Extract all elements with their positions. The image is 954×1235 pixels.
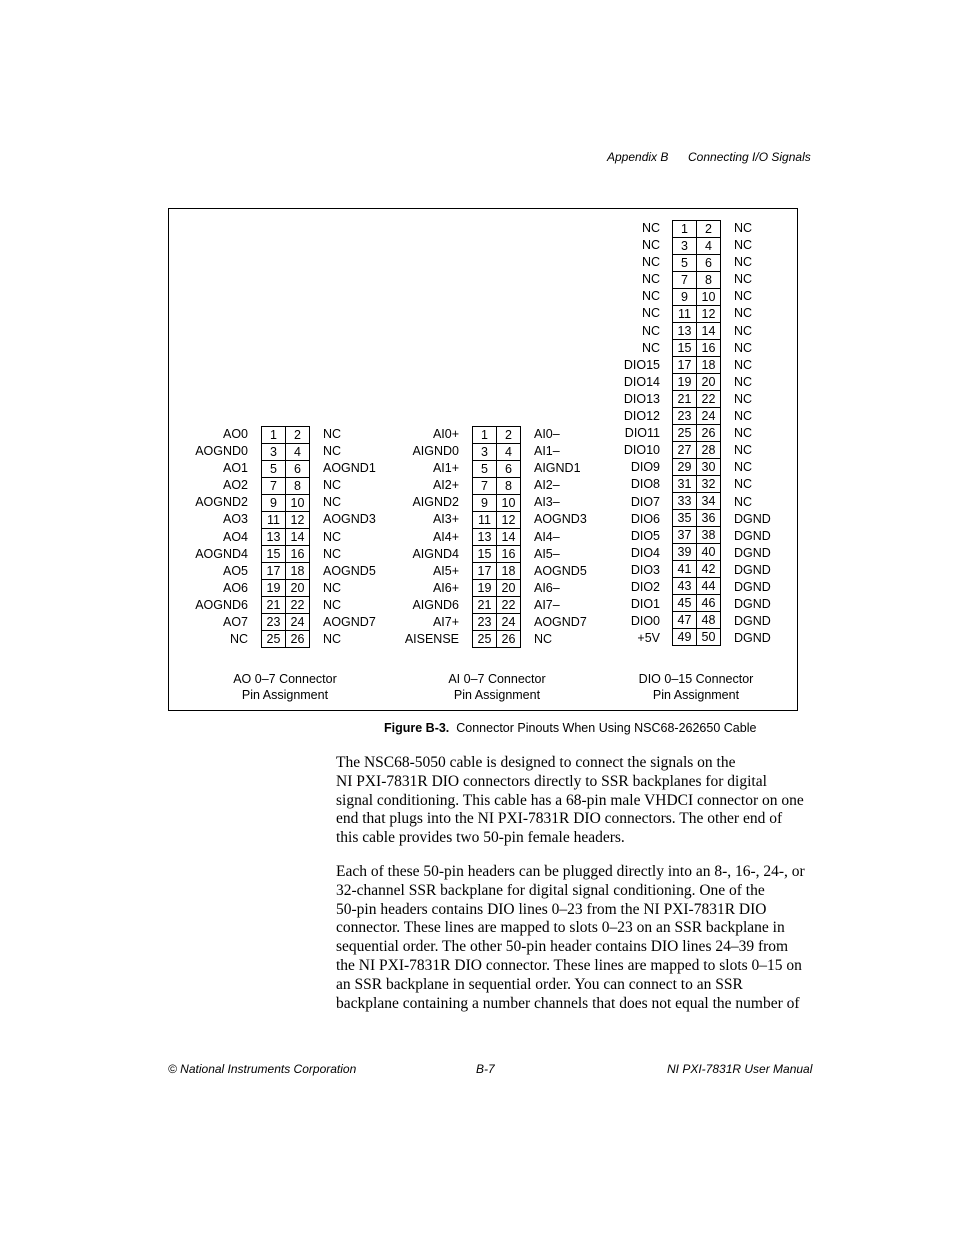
dio-pin-number: 3 <box>673 238 697 255</box>
dio-pin-row <box>673 612 721 629</box>
ao-pin-number: 20 <box>286 580 310 597</box>
dio-pin-number: 37 <box>673 527 697 544</box>
dio-caption-line2: Pin Assignment <box>652 688 740 702</box>
ao-pin-label-left: AO7 <box>222 615 248 630</box>
dio-pin-row <box>673 561 721 578</box>
dio-pin-number: 39 <box>673 544 697 561</box>
ao-pin-row <box>262 529 310 546</box>
ai-pin-label-left: AI1+ <box>432 461 459 476</box>
ai-pin-number: 4 <box>497 444 521 461</box>
ai-pin-label-right: AI4– <box>534 529 560 544</box>
footer-page-number: B-7 <box>476 1062 495 1076</box>
ao-pin-number: 10 <box>286 495 310 512</box>
dio-pin-row <box>673 425 721 442</box>
ao-caption-line1: AO 0–7 Connector <box>233 672 337 686</box>
dio-pin-number: 40 <box>697 544 721 561</box>
dio-pin-row <box>673 408 721 425</box>
ai-pin-label-left: AI6+ <box>432 580 459 595</box>
dio-pin-row <box>673 510 721 527</box>
ai-pin-label-right: AI2– <box>534 478 560 493</box>
dio-pin-number: 47 <box>673 612 697 629</box>
dio-pin-label-right: NC <box>734 238 753 253</box>
ai-pin-label-left: AI4+ <box>432 529 459 544</box>
dio-pin-label-left: DIO14 <box>623 374 660 389</box>
ai-pin-label-left: AI5+ <box>432 563 459 578</box>
ao-pin-number: 25 <box>262 631 286 648</box>
figure-caption-text: Connector Pinouts When Using NSC68-262650 Cable <box>456 721 757 735</box>
paragraph-line: connector. These lines are mapped to slots 0–23 on an SSR backplane in <box>336 919 785 937</box>
dio-pin-label-right: NC <box>734 443 753 458</box>
dio-connector-caption <box>596 671 796 703</box>
ai-pin-number: 16 <box>497 546 521 563</box>
figure-caption <box>384 721 756 735</box>
ai-pin-label-right: AI7– <box>534 597 560 612</box>
dio-pin-row <box>673 272 721 289</box>
dio-pin-number: 18 <box>697 357 721 374</box>
paragraph-line: The NSC68-5050 cable is designed to connect the signals on the <box>336 754 736 771</box>
ao-pin-number: 16 <box>286 546 310 563</box>
ao-pin-row <box>262 461 310 478</box>
dio-pin-row <box>673 221 721 238</box>
ai-pin-label-left: AIGND0 <box>412 444 459 459</box>
dio-pin-number: 15 <box>673 340 697 357</box>
dio-pin-label-right: NC <box>734 221 753 235</box>
ao-pin-number: 24 <box>286 614 310 631</box>
ao-pin-row <box>262 478 310 495</box>
ai-pin-label-right: AI0– <box>534 427 560 441</box>
dio-pin-number: 1 <box>673 221 697 238</box>
dio-pin-number: 45 <box>673 595 697 612</box>
ao-pin-number: 22 <box>286 597 310 614</box>
ai-pin-label-left: AISENSE <box>404 632 459 647</box>
dio-pin-row <box>673 578 721 595</box>
dio-pin-label-left: DIO5 <box>630 528 660 543</box>
footer-copyright: © National Instruments Corporation <box>168 1062 357 1076</box>
dio-pin-label-right: NC <box>734 272 753 287</box>
ao-pin-label-left: AOGND4 <box>195 546 248 561</box>
paragraph-line: backplane containing a number channels that does not equal the number of <box>336 994 800 1012</box>
ai-pin-number: 17 <box>473 563 497 580</box>
ai-pin-number: 7 <box>473 478 497 495</box>
footer-manual-title: NI PXI-7831R User Manual <box>667 1062 813 1076</box>
dio-pin-label-left: DIO2 <box>630 579 660 594</box>
ao-pin-number: 26 <box>286 631 310 648</box>
dio-caption-line1: DIO 0–15 Connector <box>638 672 754 686</box>
ai-pin-row <box>473 478 521 495</box>
dio-pin-number: 43 <box>673 578 697 595</box>
ao-pin-row <box>262 512 310 529</box>
dio-pin-label-right: NC <box>734 391 753 406</box>
dio-pin-number: 16 <box>697 340 721 357</box>
ai-pin-number: 13 <box>473 529 497 546</box>
ao-connector-caption <box>185 671 385 703</box>
ao-pin-label-right: AOGND1 <box>323 461 376 476</box>
ao-pin-number: 23 <box>262 614 286 631</box>
ao-pin-label-right: AOGND3 <box>323 512 376 527</box>
dio-pin-number: 25 <box>673 425 697 442</box>
ai-pin-number: 6 <box>497 461 521 478</box>
ai-pin-row <box>473 580 521 597</box>
dio-pin-label-left: DIO15 <box>623 357 660 372</box>
ao-pin-number: 1 <box>262 427 286 444</box>
paragraph-line: an SSR backplane in sequential order. You can connect to an SSR <box>336 975 743 993</box>
ao-pin-row <box>262 546 310 563</box>
dio-pin-label-left: +5V <box>637 631 660 646</box>
ai-pin-number: 21 <box>473 597 497 614</box>
dio-pin-number: 42 <box>697 561 721 578</box>
ao-pin-number: 7 <box>262 478 286 495</box>
dio-right-labels <box>734 220 771 647</box>
ao-right-labels <box>323 426 376 648</box>
ai-pin-number: 20 <box>497 580 521 597</box>
ao-pin-label-left: AO2 <box>222 478 248 493</box>
dio-pin-row <box>673 459 721 476</box>
ai-pin-number: 3 <box>473 444 497 461</box>
dio-pin-number: 34 <box>697 493 721 510</box>
dio-pin-number: 4 <box>697 238 721 255</box>
dio-pin-label-right: DGND <box>734 528 771 543</box>
dio-pin-label-right: NC <box>734 409 753 424</box>
ai-pin-row <box>473 427 521 444</box>
ai-pin-row <box>473 512 521 529</box>
ai-pin-label-right: AOGND5 <box>534 563 587 578</box>
ai-pin-label-left: AI3+ <box>432 512 459 527</box>
dio-pin-row <box>673 493 721 510</box>
dio-pin-number: 13 <box>673 323 697 340</box>
paragraph-line: 32-channel SSR backplane for digital signal conditioning. One of the <box>336 881 765 899</box>
dio-pin-row <box>673 442 721 459</box>
ai-pin-row <box>473 546 521 563</box>
ao-left-labels <box>195 426 248 648</box>
header-section: Appendix B <box>607 150 669 164</box>
dio-pin-label-left: DIO6 <box>630 511 660 526</box>
dio-pin-label-right: NC <box>734 255 753 270</box>
dio-pin-number: 30 <box>697 459 721 476</box>
ao-pin-number: 15 <box>262 546 286 563</box>
ai-caption-line1: AI 0–7 Connector <box>448 672 546 686</box>
ao-pin-label-left: AOGND6 <box>195 597 248 612</box>
dio-pin-row <box>673 255 721 272</box>
dio-pin-label-right: DGND <box>734 631 771 646</box>
ao-pin-number: 9 <box>262 495 286 512</box>
ai-pin-label-left: AI7+ <box>432 615 459 630</box>
dio-pin-row <box>673 476 721 493</box>
ao-pin-number: 3 <box>262 444 286 461</box>
ai-pin-number: 23 <box>473 614 497 631</box>
ao-pin-label-left: AO0 <box>222 427 248 441</box>
dio-pin-row <box>673 374 721 391</box>
dio-pin-label-left: NC <box>641 340 660 355</box>
ai-pin-row <box>473 529 521 546</box>
dio-pin-label-right: DGND <box>734 545 771 560</box>
ao-pin-label-right: NC <box>323 529 342 544</box>
ai-pin-row <box>473 597 521 614</box>
ai-pin-number: 18 <box>497 563 521 580</box>
dio-pin-label-right: NC <box>734 340 753 355</box>
ao-pin-number: 18 <box>286 563 310 580</box>
dio-pin-number: 8 <box>697 272 721 289</box>
dio-pin-number: 26 <box>697 425 721 442</box>
dio-pin-row <box>673 629 721 646</box>
body-paragraph-1 <box>336 754 806 848</box>
dio-pin-number: 28 <box>697 442 721 459</box>
dio-pin-number: 48 <box>697 612 721 629</box>
dio-pin-row <box>673 391 721 408</box>
dio-pin-label-left: NC <box>641 238 660 253</box>
ai-pin-number: 19 <box>473 580 497 597</box>
paragraph-line: NI PXI-7831R DIO connectors directly to SSR backplanes for digital <box>336 772 767 790</box>
dio-pin-label-left: DIO7 <box>630 494 660 509</box>
dio-pin-label-left: NC <box>641 289 660 304</box>
header-title: Connecting I/O Signals <box>688 150 811 164</box>
dio-pin-number: 5 <box>673 255 697 272</box>
ao-pin-row <box>262 631 310 648</box>
dio-pin-number: 38 <box>697 527 721 544</box>
ai-connector-caption <box>397 671 597 703</box>
dio-pin-label-left: DIO4 <box>630 545 660 560</box>
ai-pin-label-right: AOGND7 <box>534 615 587 630</box>
dio-pin-label-right: NC <box>734 426 753 441</box>
ao-pin-label-right: NC <box>323 632 342 647</box>
ai-pin-number: 8 <box>497 478 521 495</box>
ai-pin-number: 10 <box>497 495 521 512</box>
ai-pin-label-left: AI2+ <box>432 478 459 493</box>
ai-pin-number: 24 <box>497 614 521 631</box>
dio-pin-label-right: DGND <box>734 511 771 526</box>
ao-pin-label-right: NC <box>323 546 342 561</box>
ao-pin-row <box>262 495 310 512</box>
paragraph-line: end that plugs into the NI PXI-7831R DIO connectors. The other end of <box>336 810 783 828</box>
dio-pin-row <box>673 306 721 323</box>
paragraph-line: the NI PXI-7831R DIO connector. These lines are mapped to slots 0–15 on <box>336 956 802 974</box>
ao-pin-label-left: AO3 <box>222 512 248 527</box>
dio-pin-label-left: DIO10 <box>623 443 660 458</box>
dio-pin-label-right: NC <box>734 460 753 475</box>
dio-pin-row <box>673 595 721 612</box>
ao-pin-label-right: NC <box>323 444 342 459</box>
ao-pin-number: 14 <box>286 529 310 546</box>
dio-pin-label-right: NC <box>734 477 753 492</box>
ai-pin-label-right: AI3– <box>534 495 560 510</box>
ai-pin-number: 5 <box>473 461 497 478</box>
ao-pin-table <box>261 426 310 648</box>
ai-pin-number: 26 <box>497 631 521 648</box>
dio-pin-row <box>673 289 721 306</box>
dio-pin-row <box>673 527 721 544</box>
ao-pin-label-right: NC <box>323 427 342 441</box>
dio-pin-label-left: DIO8 <box>630 477 660 492</box>
ao-pin-label-right: NC <box>323 597 342 612</box>
ao-pin-number: 6 <box>286 461 310 478</box>
ao-pin-number: 4 <box>286 444 310 461</box>
dio-pin-label-right: NC <box>734 289 753 304</box>
ai-pin-number: 9 <box>473 495 497 512</box>
dio-pin-label-left: DIO13 <box>623 391 660 406</box>
dio-pin-number: 11 <box>673 306 697 323</box>
dio-pin-label-right: DGND <box>734 597 771 612</box>
dio-pin-row <box>673 340 721 357</box>
dio-pin-number: 9 <box>673 289 697 306</box>
ao-pin-label-left: AO6 <box>222 580 248 595</box>
paragraph-line: 50-pin headers contains DIO lines 0–23 from the NI PXI-7831R DIO <box>336 900 767 918</box>
ai-pin-row <box>473 614 521 631</box>
ai-pin-number: 22 <box>497 597 521 614</box>
ai-pin-label-right: AI5– <box>534 546 560 561</box>
dio-pin-label-left: DIO11 <box>624 426 660 441</box>
dio-pin-number: 12 <box>697 306 721 323</box>
dio-pin-row <box>673 238 721 255</box>
ao-pin-label-left: AOGND0 <box>195 444 248 459</box>
dio-pin-label-left: DIO0 <box>630 614 660 629</box>
dio-pin-label-right: DGND <box>734 562 771 577</box>
dio-pin-number: 23 <box>673 408 697 425</box>
ao-pin-number: 5 <box>262 461 286 478</box>
ai-pin-label-right: AI1– <box>534 444 560 459</box>
dio-pin-number: 36 <box>697 510 721 527</box>
dio-left-labels <box>624 220 660 647</box>
ao-pin-row <box>262 427 310 444</box>
ai-pin-number: 25 <box>473 631 497 648</box>
ai-pin-number: 1 <box>473 427 497 444</box>
ai-pin-label-right: AOGND3 <box>534 512 587 527</box>
ao-pin-row <box>262 580 310 597</box>
ao-pin-label-left: AO5 <box>222 563 248 578</box>
ai-pin-row <box>473 563 521 580</box>
dio-pin-label-left: NC <box>641 323 660 338</box>
dio-pin-label-left: DIO9 <box>630 460 660 475</box>
paragraph-line: Each of these 50-pin headers can be plugged directly into an 8-, 16-, 24-, or <box>336 863 805 880</box>
dio-pin-label-left: NC <box>641 255 660 270</box>
dio-pin-number: 24 <box>697 408 721 425</box>
dio-pin-number: 32 <box>697 476 721 493</box>
ao-pin-number: 19 <box>262 580 286 597</box>
ai-pin-label-right: AIGND1 <box>534 461 581 476</box>
ao-pin-number: 11 <box>262 512 286 529</box>
dio-pin-number: 20 <box>697 374 721 391</box>
ao-pin-number: 8 <box>286 478 310 495</box>
dio-pin-number: 7 <box>673 272 697 289</box>
ai-pin-number: 15 <box>473 546 497 563</box>
dio-pin-number: 6 <box>697 255 721 272</box>
dio-pin-row <box>673 544 721 561</box>
ai-right-labels <box>534 426 587 648</box>
figure-number: Figure B-3. <box>384 721 450 735</box>
dio-pin-label-left: DIO12 <box>623 409 660 424</box>
ai-pin-label-left: AIGND4 <box>412 546 459 561</box>
dio-pin-number: 31 <box>673 476 697 493</box>
ao-pin-number: 21 <box>262 597 286 614</box>
paragraph-line: signal conditioning. This cable has a 68-pin male VHDCI connector on one <box>336 791 804 809</box>
ao-pin-label-left: AO1 <box>222 461 248 476</box>
dio-pin-number: 29 <box>673 459 697 476</box>
dio-pin-row <box>673 357 721 374</box>
ao-pin-label-left: AO4 <box>222 529 248 544</box>
ao-pin-label-left: AOGND2 <box>195 495 248 510</box>
dio-pin-number: 10 <box>697 289 721 306</box>
dio-pin-number: 44 <box>697 578 721 595</box>
ai-pin-number: 11 <box>473 512 497 529</box>
dio-pin-number: 2 <box>697 221 721 238</box>
ai-pin-label-left: AI0+ <box>432 427 459 441</box>
ao-pin-number: 12 <box>286 512 310 529</box>
dio-pin-number: 35 <box>673 510 697 527</box>
dio-pin-number: 46 <box>697 595 721 612</box>
dio-pin-number: 14 <box>697 323 721 340</box>
dio-pin-label-right: NC <box>734 306 753 321</box>
ai-pin-label-left: AIGND6 <box>412 597 459 612</box>
dio-pin-number: 27 <box>673 442 697 459</box>
dio-pin-number: 50 <box>697 629 721 646</box>
paragraph-line: this cable provides two 50-pin female headers. <box>336 829 625 847</box>
ao-pin-label-left: NC <box>229 632 248 647</box>
ao-pin-number: 17 <box>262 563 286 580</box>
ao-pin-number: 13 <box>262 529 286 546</box>
ao-pin-label-right: NC <box>323 495 342 510</box>
ao-pin-label-right: AOGND7 <box>323 615 376 630</box>
ai-pin-number: 12 <box>497 512 521 529</box>
ai-pin-row <box>473 631 521 648</box>
dio-pin-label-right: NC <box>734 323 753 338</box>
ao-pin-label-right: NC <box>323 478 342 493</box>
dio-pin-row <box>673 323 721 340</box>
dio-pin-number: 49 <box>673 629 697 646</box>
dio-pin-number: 33 <box>673 493 697 510</box>
ao-pin-number: 2 <box>286 427 310 444</box>
dio-pin-label-right: NC <box>734 357 753 372</box>
ai-pin-row <box>473 461 521 478</box>
ai-pin-label-left: AIGND2 <box>412 495 459 510</box>
body-paragraph-2 <box>336 863 806 1013</box>
ao-pin-row <box>262 597 310 614</box>
dio-pin-number: 17 <box>673 357 697 374</box>
dio-pin-number: 22 <box>697 391 721 408</box>
ao-pin-row <box>262 614 310 631</box>
ai-pin-number: 2 <box>497 427 521 444</box>
ai-left-labels <box>405 426 459 648</box>
ai-pin-row <box>473 444 521 461</box>
ao-pin-row <box>262 563 310 580</box>
ai-pin-label-right: AI6– <box>534 580 560 595</box>
dio-pin-label-left: NC <box>641 272 660 287</box>
ai-pin-table <box>472 426 521 648</box>
dio-pin-label-left: DIO3 <box>630 562 660 577</box>
ao-pin-label-right: AOGND5 <box>323 563 376 578</box>
ao-caption-line2: Pin Assignment <box>241 688 329 702</box>
ai-pin-number: 14 <box>497 529 521 546</box>
paragraph-line: sequential order. The other 50-pin header contains DIO lines 24–39 from <box>336 938 789 956</box>
dio-pin-label-right: DGND <box>734 579 771 594</box>
ai-pin-row <box>473 495 521 512</box>
ao-pin-row <box>262 444 310 461</box>
ai-pin-label-right: NC <box>534 632 553 647</box>
dio-pin-number: 21 <box>673 391 697 408</box>
dio-pin-number: 41 <box>673 561 697 578</box>
dio-pin-table <box>672 220 721 646</box>
dio-pin-label-left: NC <box>641 306 660 321</box>
ai-caption-line2: Pin Assignment <box>453 688 541 702</box>
dio-pin-label-left: DIO1 <box>630 597 660 612</box>
ao-pin-label-right: NC <box>323 580 342 595</box>
dio-pin-label-left: NC <box>641 221 660 235</box>
dio-pin-label-right: NC <box>734 494 753 509</box>
dio-pin-label-right: NC <box>734 374 753 389</box>
dio-pin-number: 19 <box>673 374 697 391</box>
dio-pin-label-right: DGND <box>734 614 771 629</box>
